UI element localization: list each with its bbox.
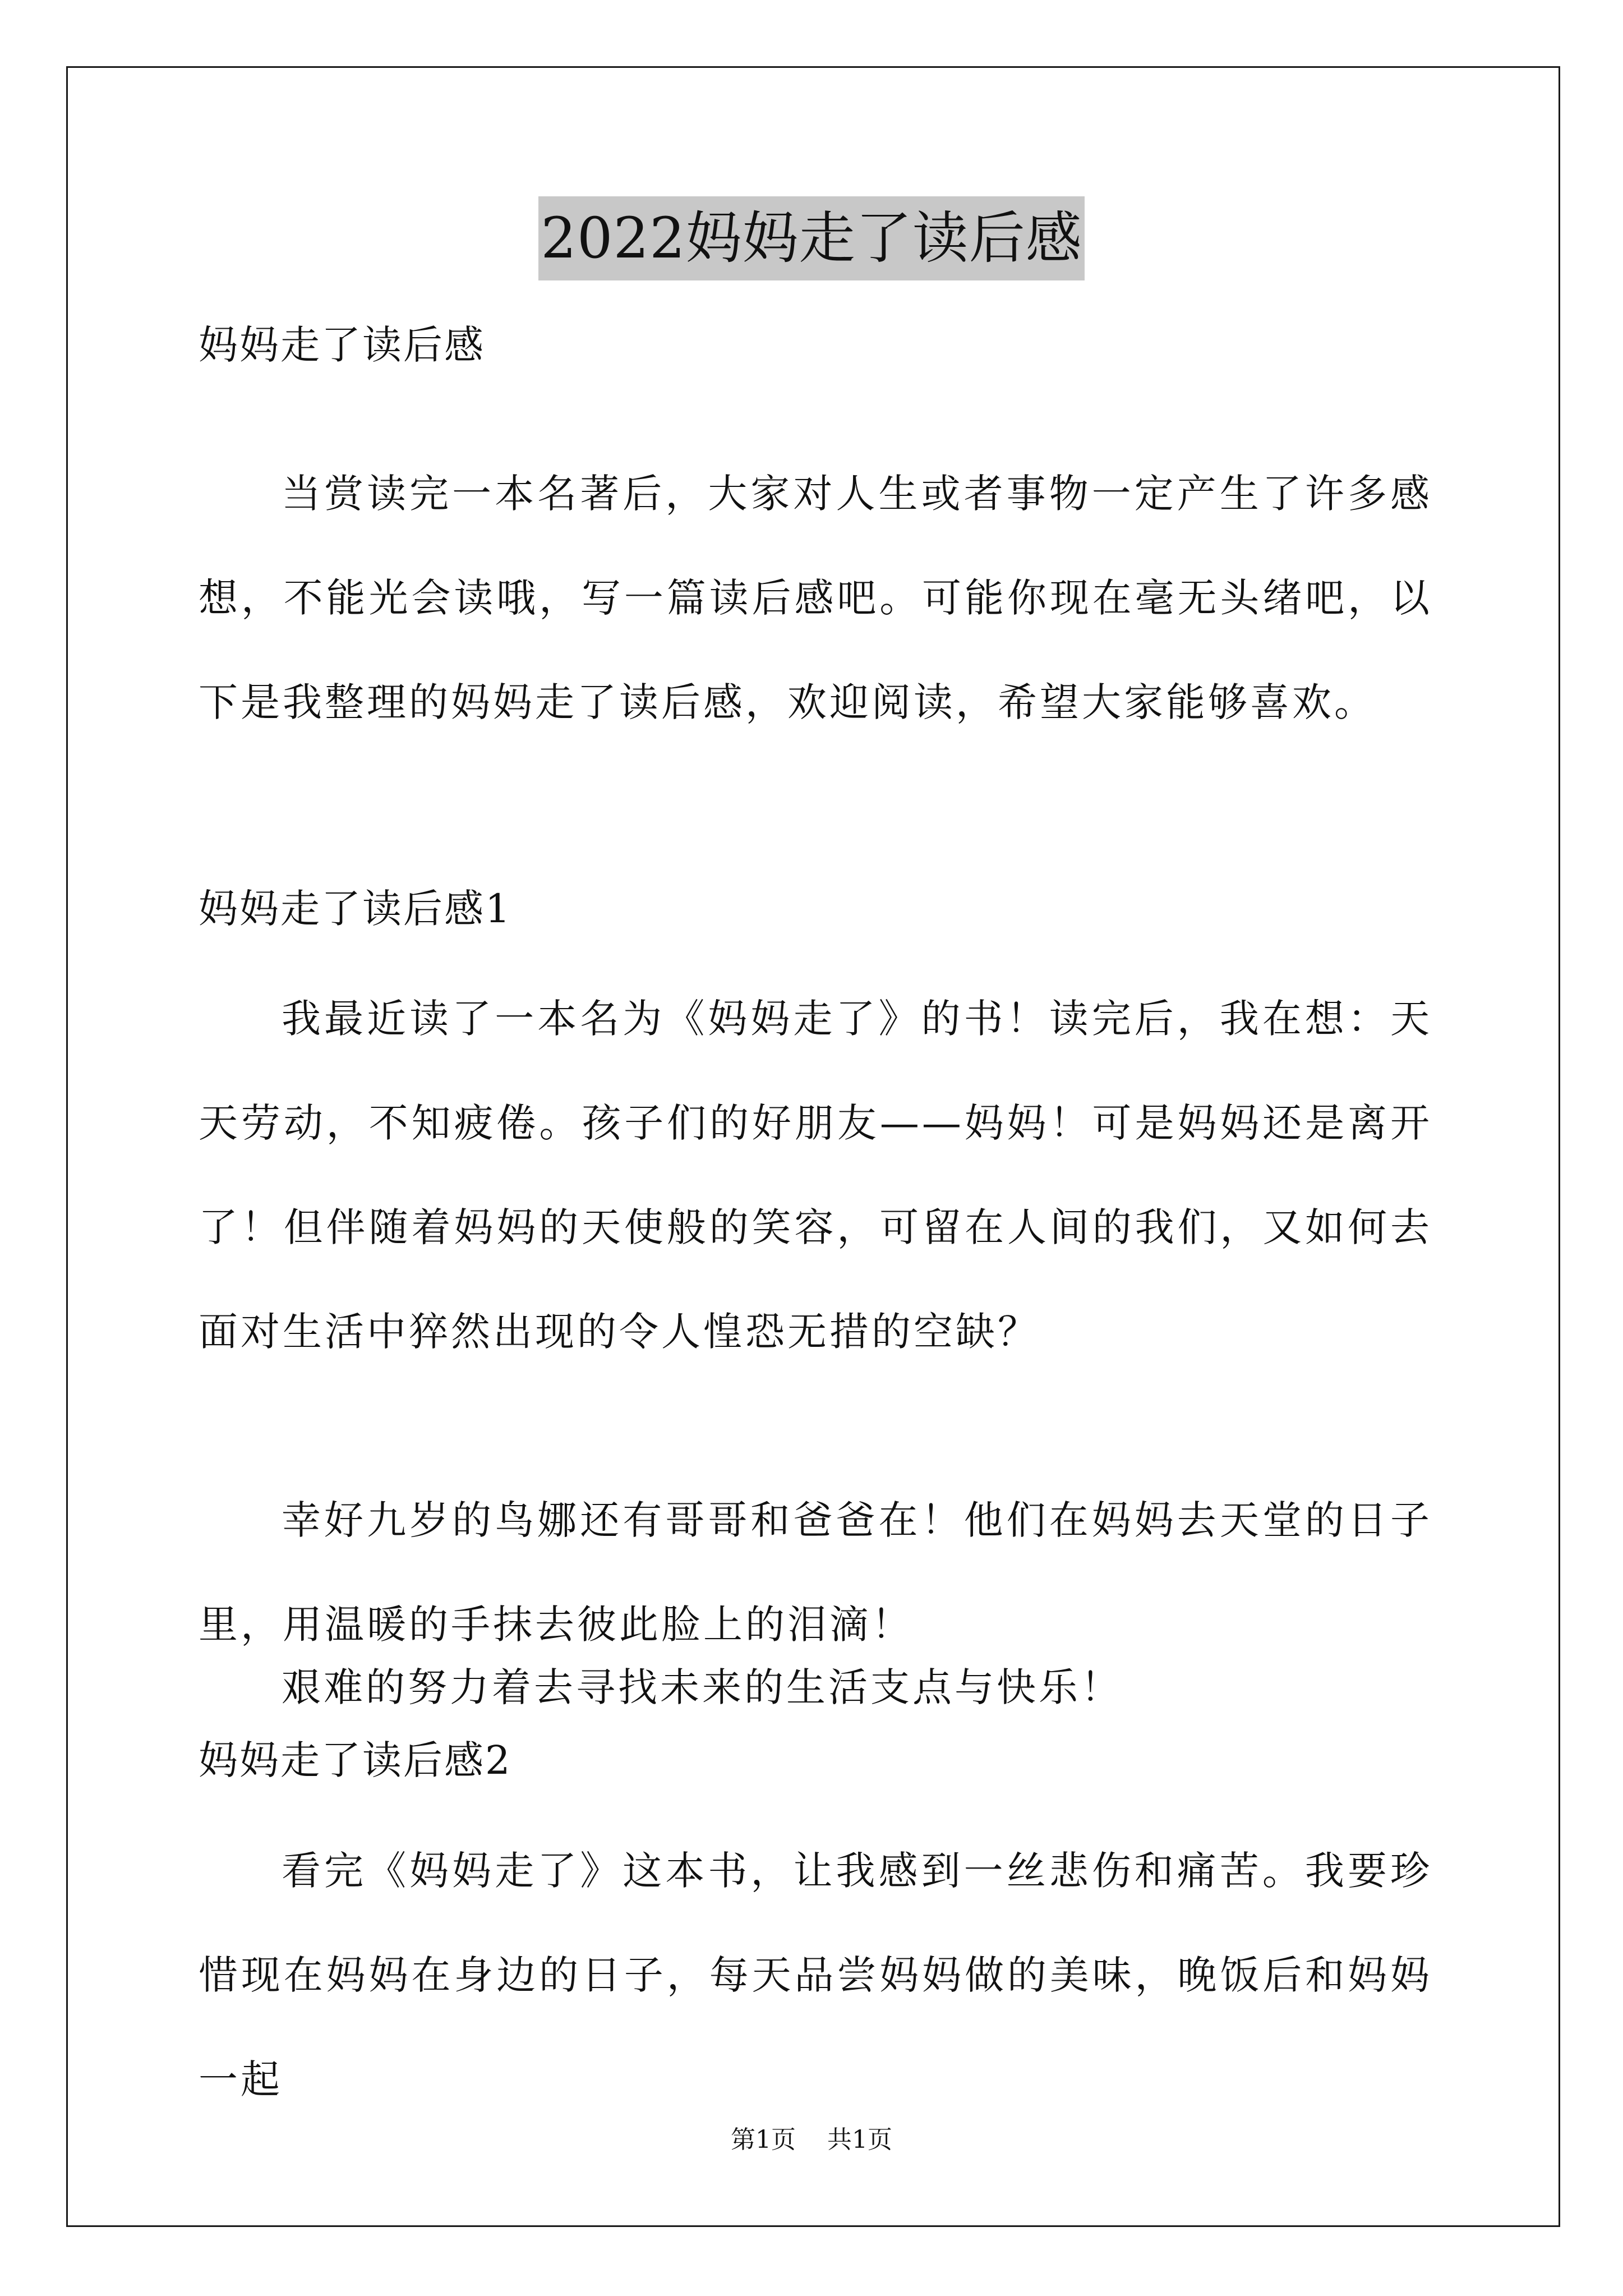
section-heading-1: 妈妈走了读后感1 (199, 886, 512, 932)
section1-paragraph-3: 艰难的努力着去寻找未来的生活支点与快乐！ (282, 1664, 1123, 1710)
section-heading-2: 妈妈走了读后感2 (199, 1737, 512, 1783)
document-title: 2022妈妈走了读后感 (538, 196, 1085, 280)
section1-paragraph-2: 幸好九岁的鸟娜还有哥哥和爸爸在！他们在妈妈去天堂的日子里，用温暖的手抹去彼此脸上的泪滴！ (199, 1497, 1432, 1648)
intro-paragraph: 当赏读完一本名著后，大家对人生或者事物一定产生了许多感想，不能光会读哦，写一篇读后感吧。可能你现在毫无头绪吧，以下是我整理的妈妈走了读后感，欢迎阅读，希望大家能够喜欢。 (199, 471, 1432, 725)
section2-paragraph-1: 看完《妈妈走了》这本书，让我感到一丝悲伤和痛苦。我要珍惜现在妈妈在身边的日子，每天品尝妈妈做的美味，晚饭后和妈妈一起 (199, 1848, 1432, 2102)
title-container (0, 196, 1623, 280)
document-subtitle: 妈妈走了读后感 (199, 322, 485, 368)
section1-paragraph-1: 我最近读了一本名为《妈妈走了》的书！读完后，我在想：天天劳动，不知疲倦。孩子们的好朋友——妈妈！可是妈妈还是离开了！但伴随着妈妈的天使般的笑容，可留在人间的我们，又如何去面对生活中猝然出现的令人惶恐无措的空缺？ (199, 996, 1432, 1355)
page-footer: 第1页 共1页 (731, 2125, 892, 2154)
